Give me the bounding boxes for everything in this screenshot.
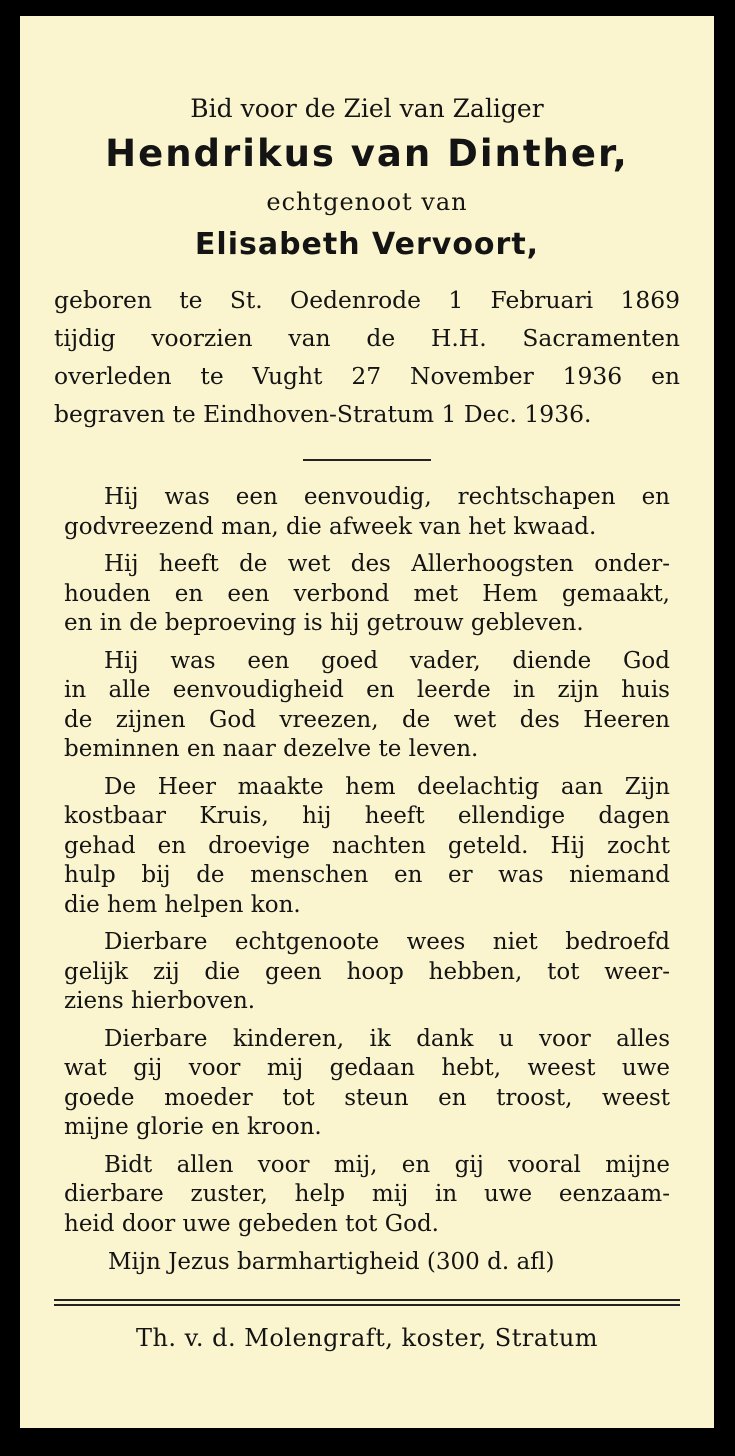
paragraph: [64, 550, 670, 639]
text-line: ziens hierboven.: [64, 988, 256, 1015]
text-line: wat gij voor mij gedaan hebt, weest uwe: [64, 1055, 670, 1082]
text-line: godvreezend man, die afweek van het kwaad.: [64, 513, 597, 540]
text-line: De Heer maakte hem deelachtig aan Zijn: [104, 773, 670, 800]
text-line: Dierbare echtgenoote wees niet bedroefd: [104, 929, 670, 956]
text-line: Bidt allen voor mij, en gij vooral mijne: [104, 1151, 670, 1178]
bio-line-death: overleden te Vught 27 November 1936 en: [54, 362, 680, 391]
spouse-name: Elisabeth Vervoort,: [194, 227, 540, 263]
text-line: Dierbare kinderen, ik dank u voor alles: [104, 1025, 670, 1052]
bio-line-burial: begraven te Eindhoven-Stratum 1 Dec. 1936.: [54, 400, 592, 429]
text-line: Hij was een goed vader, diende God: [104, 647, 670, 674]
text-line: Hij heeft de wet des Allerhoogsten onder-: [104, 551, 670, 578]
text-line: houden en een verbond met Hem gemaakt,: [64, 580, 670, 607]
memorial-card: [20, 16, 714, 1428]
printer-credit: Th. v. d. Molengraft, koster, Stratum: [135, 1324, 599, 1353]
biography: [54, 281, 680, 433]
paragraph: [64, 483, 670, 542]
paragraph: [64, 1151, 670, 1240]
paragraph: [64, 773, 670, 921]
text-line: dierbare zuster, help mij in uwe eenzaam-: [64, 1181, 670, 1208]
text-line: Hij was een eenvoudig, rechtschapen en: [104, 484, 670, 511]
paragraph: [64, 928, 670, 1017]
text-line: beminnen en naar dezelve te leven.: [64, 736, 479, 763]
text-line: goede moeder tot steun en troost, weest: [64, 1084, 670, 1111]
text-line: de zijnen God vreezen, de wet des Heeren: [64, 706, 670, 733]
text-line: mijne glorie en kroon.: [64, 1114, 322, 1141]
bio-line-birth: geboren te St. Oedenrode 1 Februari 1869: [54, 286, 680, 315]
text-line: gehad en droevige nachten geteld. Hij zocht: [64, 832, 670, 859]
paragraph: [64, 1025, 670, 1143]
text-line: in alle eenvoudigheid en leerde in zijn huis: [64, 677, 670, 704]
deceased-name: Hendrikus van Dinther,: [105, 132, 629, 175]
prayer-heading: Bid voor de Ziel van Zaliger: [190, 94, 544, 123]
short-divider: [303, 459, 431, 461]
text-line: heid door uwe gebeden tot God.: [64, 1210, 439, 1237]
bio-line-sacraments: tijdig voorzien van de H.H. Sacramenten: [54, 324, 680, 353]
double-divider: [54, 1299, 680, 1306]
text-line: en in de beproeving is hij getrouw gebleven.: [64, 610, 584, 637]
text-line: hulp bij de menschen en er was niemand: [64, 862, 670, 889]
spouse-label: echtgenoot van: [266, 188, 468, 217]
text-line: gelijk zij die geen hoop hebben, tot weer-: [64, 958, 670, 985]
text-line: die hem helpen kon.: [64, 891, 301, 918]
indulgence-prayer: Mijn Jezus barmhartigheid (300 d. afl): [108, 1249, 555, 1276]
text-line: kostbaar Kruis, hij heeft ellendige dagen: [64, 803, 670, 830]
paragraph: [64, 647, 670, 765]
memorial-text: [54, 483, 680, 1277]
